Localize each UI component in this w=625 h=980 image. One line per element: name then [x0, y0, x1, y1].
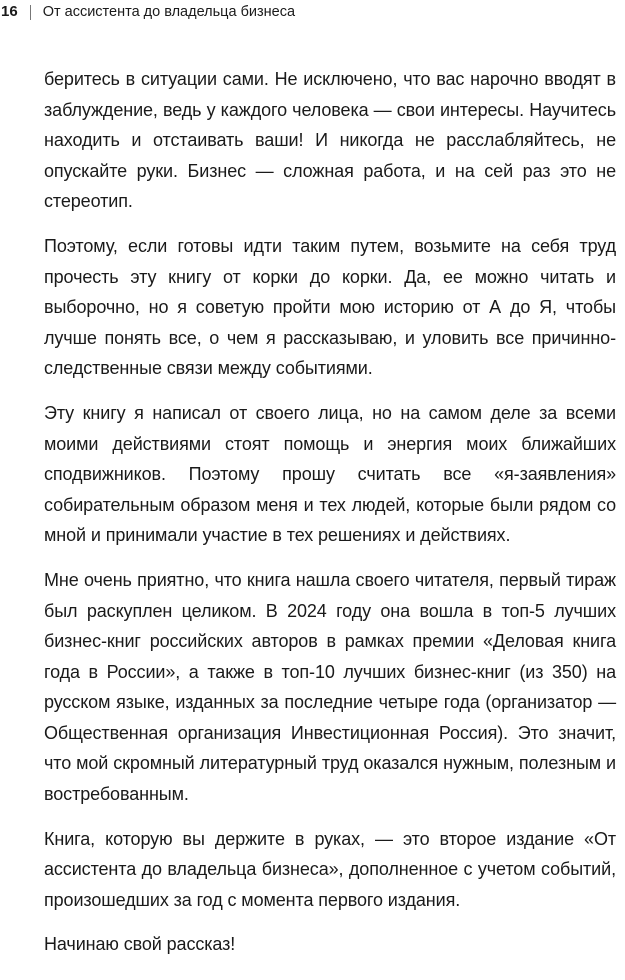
running-head [0, 0, 295, 24]
paragraph: беритесь в ситуации сами. Не исключено, что вас нарочно вводят в заблуждение, ведь у каждого человека — свои интересы. Научитесь находить и отстаивать ваши! И никогда не расслабляйтесь, не опускайте руки. Бизнес — сложная работа, и на сей раз это не стереотип. [44, 69, 616, 212]
running-title: От ассистента до владельца бизнеса [42, 4, 296, 20]
paragraph: Начинаю свой рассказ! [44, 934, 236, 955]
body-text [44, 64, 616, 960]
page-number: 16 [1, 3, 18, 20]
header-divider [30, 5, 31, 20]
paragraph: Мне очень приятно, что книга нашла своего читателя, первый тираж был раскуплен целиком. В 2024 году она вошла в топ-5 лучших бизнес-книг российских авторов в рамках премии «Деловая книга года в России», а также в топ-10 лучших бизнес-книг (из 350) на русском языке, изданных за последние четыре года (организатор — Общественная организация Инвестиционная Россия). Это значит, что мой скромный литературный труд оказался нужным, полезным и востребованным. [44, 569, 616, 805]
paragraph: Книга, которую вы держите в руках, — это второе издание «От ассистента до владельца бизнеса», дополненное с учетом событий, произошедших за год с момента первого издания. [44, 828, 616, 910]
paragraph: Эту книгу я написал от своего лица, но на самом деле за всеми моими действиями стоят помощь и энергия моих ближайших сподвижников. Поэтому прошу считать все «я-заявления» собирательным образом меня и тех людей, которые были рядом со мной и принимали участие в тех решениях и действиях. [44, 402, 616, 546]
paragraph: Поэтому, если готовы идти таким путем, возьмите на себя труд прочесть эту книгу от корки до корки. Да, ее можно читать и выборочно, но я советую пройти мою историю от А до Я, чтобы лучше понять все, о чем я рассказываю, и уловить все причинно-следственные связи между событиями. [44, 235, 616, 379]
